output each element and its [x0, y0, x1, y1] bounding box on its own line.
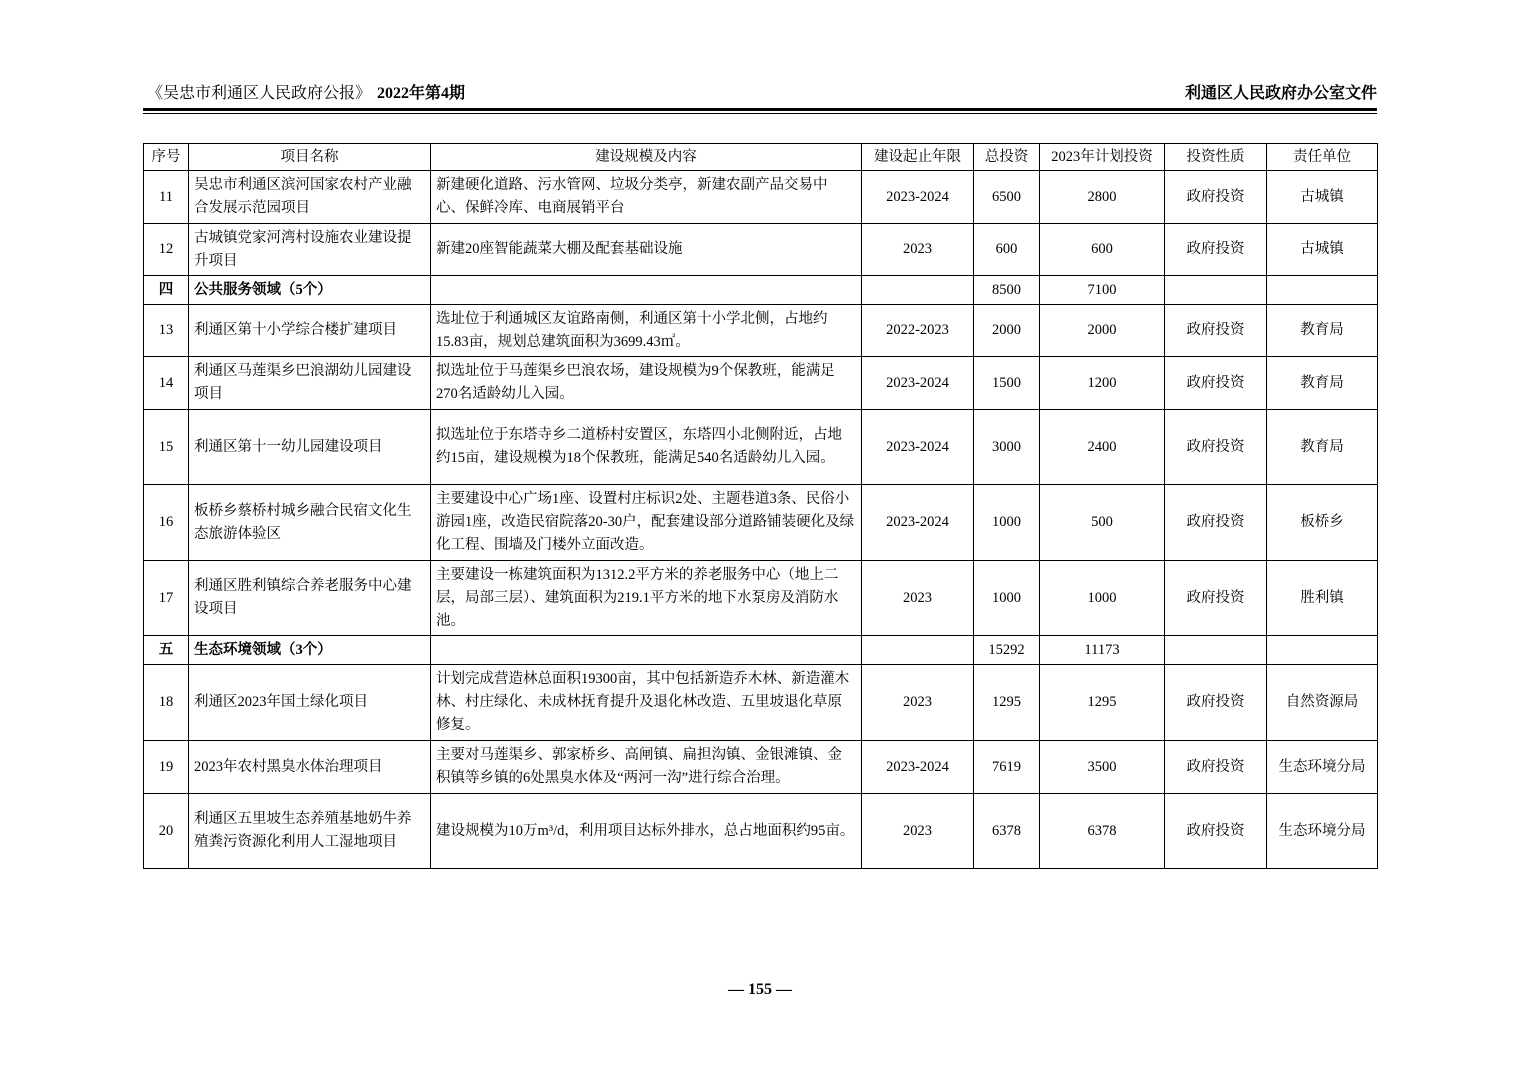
cell-total: 6500: [974, 171, 1040, 224]
project-table: [143, 143, 1378, 869]
cell-unit: 古城镇: [1267, 171, 1378, 224]
cell-plan: 1000: [1040, 561, 1165, 636]
cell-unit: 生态环境分局: [1267, 741, 1378, 794]
cell-plan: 3500: [1040, 741, 1165, 794]
header-publication-line: [147, 80, 465, 103]
table-row: [144, 794, 1378, 869]
cell-total: 3000: [974, 410, 1040, 485]
issue-number: 2022年第4期: [377, 85, 466, 102]
cell-content: 计划完成营造林总面积19300亩，其中包括新造乔木林、新造灌木林、村庄绿化、未成林抚育提升及退化林改造、五里坡退化草原修复。: [431, 665, 862, 741]
cell-no: 12: [144, 224, 189, 276]
cell-empty: [862, 276, 974, 305]
cell-no: 16: [144, 485, 189, 561]
cell-unit: 板桥乡: [1267, 485, 1378, 561]
cell-nature: 政府投资: [1165, 665, 1267, 741]
cell-no: 19: [144, 741, 189, 794]
issuing-office: 利通区人民政府办公室文件: [1184, 85, 1377, 102]
column-header-unit: 责任单位: [1267, 144, 1378, 171]
cell-name: 利通区胜利镇综合养老服务中心建设项目: [189, 561, 431, 636]
cell-no: 11: [144, 171, 189, 224]
cell-plan: 2000: [1040, 305, 1165, 357]
cell-content: 选址位于利通城区友谊路南侧，利通区第十小学北侧，占地约15.83亩，规划总建筑面积为3699.43㎡。: [431, 305, 862, 357]
column-header-nature: 投资性质: [1165, 144, 1267, 171]
page-number: — 155 —: [728, 981, 792, 998]
section-total: 8500: [974, 276, 1040, 305]
cell-no: 20: [144, 794, 189, 869]
column-header-no: 序号: [144, 144, 189, 171]
cell-nature: 政府投资: [1165, 741, 1267, 794]
cell-period: 2023-2024: [862, 410, 974, 485]
cell-unit: 生态环境分局: [1267, 794, 1378, 869]
cell-period: 2023-2024: [862, 171, 974, 224]
cell-name: 2023年农村黑臭水体治理项目: [189, 741, 431, 794]
cell-empty: [1165, 636, 1267, 665]
cell-period: 2023: [862, 224, 974, 276]
cell-period: 2023: [862, 665, 974, 741]
cell-period: 2023-2024: [862, 741, 974, 794]
section-number: 四: [144, 276, 189, 305]
cell-name: 板桥乡蔡桥村城乡融合民宿文化生态旅游体验区: [189, 485, 431, 561]
cell-name: 利通区第十一幼儿园建设项目: [189, 410, 431, 485]
column-header-name: 项目名称: [189, 144, 431, 171]
cell-total: 2000: [974, 305, 1040, 357]
table-row: [144, 561, 1378, 636]
cell-empty: [862, 636, 974, 665]
cell-plan: 1295: [1040, 665, 1165, 741]
cell-no: 14: [144, 357, 189, 410]
cell-unit: 自然资源局: [1267, 665, 1378, 741]
header-rule-thin: [143, 113, 1377, 114]
section-title: 公共服务领域（5个）: [189, 276, 431, 305]
cell-nature: 政府投资: [1165, 485, 1267, 561]
cell-name: 利通区五里坡生态养殖基地奶牛养殖粪污资源化利用人工湿地项目: [189, 794, 431, 869]
cell-no: 18: [144, 665, 189, 741]
column-header-period: 建设起止年限: [862, 144, 974, 171]
cell-total: 1000: [974, 561, 1040, 636]
cell-plan: 600: [1040, 224, 1165, 276]
cell-content: 新建硬化道路、污水管网、垃圾分类亭，新建农副产品交易中心、保鲜冷库、电商展销平台: [431, 171, 862, 224]
cell-total: 1000: [974, 485, 1040, 561]
cell-unit: 教育局: [1267, 410, 1378, 485]
cell-unit: 胜利镇: [1267, 561, 1378, 636]
cell-content: 拟选址位于东塔寺乡二道桥村安置区，东塔四小北侧附近，占地约15亩，建设规模为18个保教班，能满足540名适龄幼儿入园。: [431, 410, 862, 485]
column-header-plan: 2023年计划投资: [1040, 144, 1165, 171]
cell-content: 主要建设一栋建筑面积为1312.2平方米的养老服务中心（地上二层，局部三层）、建筑面积为219.1平方米的地下水泵房及消防水池。: [431, 561, 862, 636]
section-row: [144, 636, 1378, 665]
section-plan: 11173: [1040, 636, 1165, 665]
cell-empty: [1267, 276, 1378, 305]
cell-content: 新建20座智能蔬菜大棚及配套基础设施: [431, 224, 862, 276]
cell-content: 主要建设中心广场1座、设置村庄标识2处、主题巷道3条、民俗小游园1座，改造民宿院落20-30户，配套建设部分道路铺装硬化及绿化工程、围墙及门楼外立面改造。: [431, 485, 862, 561]
cell-period: 2023: [862, 794, 974, 869]
cell-plan: 2800: [1040, 171, 1165, 224]
cell-nature: 政府投资: [1165, 794, 1267, 869]
cell-nature: 政府投资: [1165, 561, 1267, 636]
table-row: [144, 171, 1378, 224]
cell-plan: 1200: [1040, 357, 1165, 410]
table-row: [144, 741, 1378, 794]
cell-plan: 6378: [1040, 794, 1165, 869]
section-total: 15292: [974, 636, 1040, 665]
cell-period: 2023-2024: [862, 485, 974, 561]
table-row: [144, 357, 1378, 410]
section-plan: 7100: [1040, 276, 1165, 305]
section-title: 生态环境领域（3个）: [189, 636, 431, 665]
cell-name: 利通区马莲渠乡巴浪湖幼儿园建设项目: [189, 357, 431, 410]
table-row: [144, 665, 1378, 741]
section-row: [144, 276, 1378, 305]
cell-no: 15: [144, 410, 189, 485]
cell-nature: 政府投资: [1165, 410, 1267, 485]
cell-name: 利通区第十小学综合楼扩建项目: [189, 305, 431, 357]
cell-empty: [431, 636, 862, 665]
cell-plan: 2400: [1040, 410, 1165, 485]
cell-total: 7619: [974, 741, 1040, 794]
publication-title: 《吴忠市利通区人民政府公报》: [147, 85, 372, 102]
cell-plan: 500: [1040, 485, 1165, 561]
cell-nature: 政府投资: [1165, 224, 1267, 276]
cell-content: 主要对马莲渠乡、郭家桥乡、高闸镇、扁担沟镇、金银滩镇、金积镇等乡镇的6处黑臭水体及“两河一沟”进行综合治理。: [431, 741, 862, 794]
column-header-content: 建设规模及内容: [431, 144, 862, 171]
page-header: [143, 80, 1377, 106]
table-header-row: [144, 144, 1378, 171]
section-number: 五: [144, 636, 189, 665]
cell-empty: [1165, 276, 1267, 305]
cell-empty: [1267, 636, 1378, 665]
cell-nature: 政府投资: [1165, 357, 1267, 410]
cell-no: 13: [144, 305, 189, 357]
cell-total: 600: [974, 224, 1040, 276]
cell-period: 2023: [862, 561, 974, 636]
cell-name: 利通区2023年国土绿化项目: [189, 665, 431, 741]
cell-unit: 古城镇: [1267, 224, 1378, 276]
cell-period: 2022-2023: [862, 305, 974, 357]
cell-name: 吴忠市利通区滨河国家农村产业融合发展示范园项目: [189, 171, 431, 224]
cell-total: 1295: [974, 665, 1040, 741]
cell-nature: 政府投资: [1165, 171, 1267, 224]
table-row: [144, 485, 1378, 561]
cell-content: 拟选址位于马莲渠乡巴浪农场，建设规模为9个保教班，能满足270名适龄幼儿入园。: [431, 357, 862, 410]
cell-empty: [431, 276, 862, 305]
cell-unit: 教育局: [1267, 357, 1378, 410]
cell-no: 17: [144, 561, 189, 636]
cell-nature: 政府投资: [1165, 305, 1267, 357]
cell-content: 建设规模为10万m³/d，利用项目达标外排水，总占地面积约95亩。: [431, 794, 862, 869]
table-row: [144, 224, 1378, 276]
cell-period: 2023-2024: [862, 357, 974, 410]
cell-total: 1500: [974, 357, 1040, 410]
cell-name: 古城镇党家河湾村设施农业建设提升项目: [189, 224, 431, 276]
cell-total: 6378: [974, 794, 1040, 869]
cell-unit: 教育局: [1267, 305, 1378, 357]
column-header-total: 总投资: [974, 144, 1040, 171]
header-rule-thick: [143, 108, 1377, 111]
table-row: [144, 305, 1378, 357]
table-row: [144, 410, 1378, 485]
